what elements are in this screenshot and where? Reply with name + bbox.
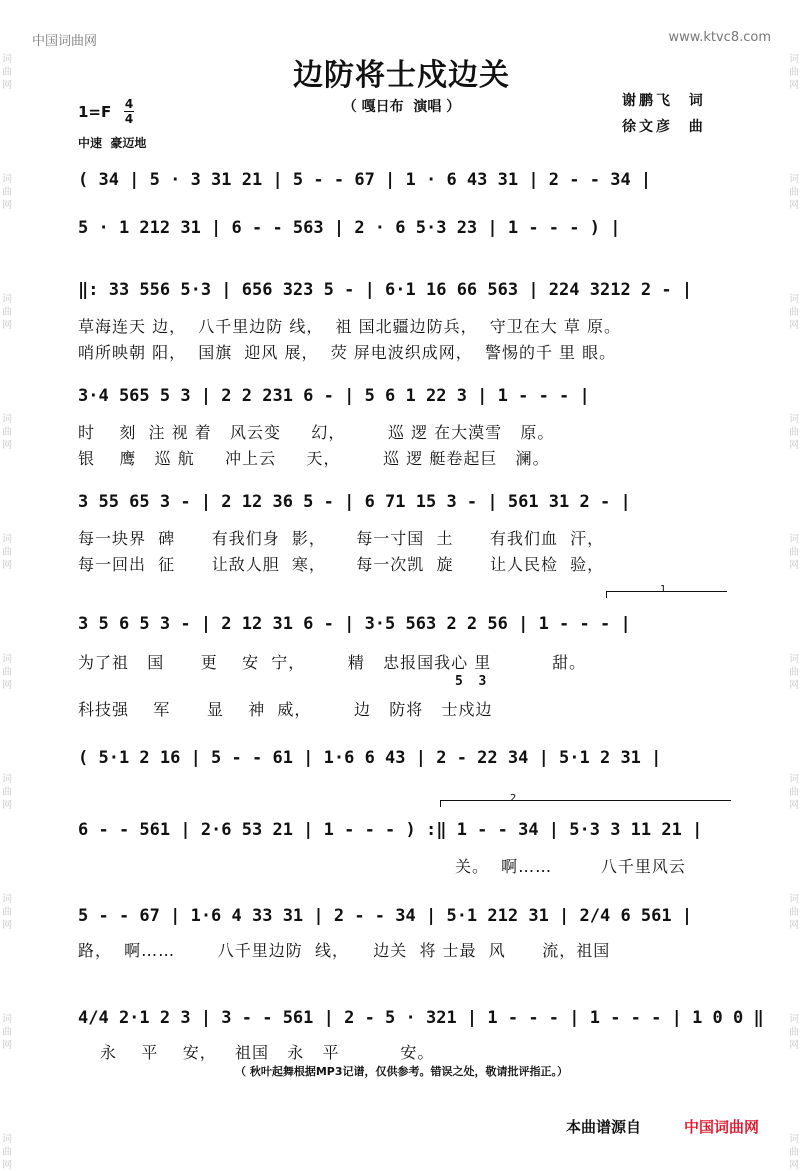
watermark-char: 网: [2, 800, 12, 811]
volta-bracket-2: [440, 800, 731, 807]
watermark-char: 曲: [789, 67, 799, 78]
score-row-6-notes: 3 5 6 5 3 - | 2 12 31 6 - | 3·5 563 2 2 56 | 1 - - - |: [78, 614, 631, 634]
watermark-char: 词: [789, 654, 799, 665]
watermark-char: 词: [2, 174, 12, 185]
score-row-10-lyric: 永 平 安， 祖国 永 平 安。: [100, 1043, 435, 1062]
score-row-5-lyric-2: 每一回出 征 让敌人胆 寒， 每一次凯 旋 让人民检 验，: [78, 555, 605, 574]
watermark-char: 曲: [789, 667, 799, 678]
score-row-4-notes: 3·4 565 5 3 | 2 2 231 6 - | 5 6 1 22 3 | 1 - - - |: [78, 386, 590, 406]
watermark-char: 网: [2, 200, 12, 211]
score-row-7-notes: ( 5·1 2 16 | 5 - - 61 | 1·6 6 43 | 2 - 22 34 | 5·1 2 31 |: [78, 748, 662, 768]
watermark-char: 曲: [789, 547, 799, 558]
watermark-char: 曲: [789, 907, 799, 918]
time-signature-bottom: 4: [124, 112, 134, 126]
score-row-8-notes: 6 - - 561 | 2·6 53 21 | 1 - - - ) :‖ 1 - - 34 | 5·3 3 11 21 |: [78, 820, 703, 840]
watermark-char: 曲: [789, 427, 799, 438]
watermark-char: 曲: [789, 187, 799, 198]
watermark-char: 网: [789, 680, 799, 691]
tempo-marking: 中速 豪迈地: [78, 136, 147, 150]
watermark-char: 网: [2, 440, 12, 451]
watermark-char: 网: [2, 1160, 12, 1171]
volta-number-2: 2: [510, 793, 517, 804]
watermark-char: 词: [2, 654, 12, 665]
watermark-char: 词: [2, 774, 12, 785]
score-row-3-lyric-2: 哨所映朝 阳， 国旗 迎风 展， 荧 屏电波织成网， 警惕的千 里 眼。: [78, 343, 617, 362]
score-row-3-notes: ‖: 33 556 5·3 | 656 323 5 - | 6·1 16 66 563 | 224 3212 2 - |: [78, 280, 693, 300]
watermark-char: 曲: [789, 1027, 799, 1038]
watermark-left: [0, 0, 16, 1171]
score-row-2-notes: 5 · 1 212 31 | 6 - - 563 | 2 · 6 5·3 23 | 1 - - - ) |: [78, 218, 621, 238]
watermark-char: 网: [2, 920, 12, 931]
transcription-footnote: （ 秋叶起舞根据MP3记谱，仅供参考。错误之处，敬请批评指正。）: [235, 1065, 568, 1078]
volta-number-1: 1: [660, 584, 667, 595]
site-url-top-right[interactable]: www.ktvc8.com: [668, 30, 771, 45]
watermark-char: 词: [789, 774, 799, 785]
score-row-10-notes: 4/4 2·1 2 3 | 3 - - 561 | 2 - 5 · 321 | 1 - - - | 1 - - - | 1 0 0 ‖: [78, 1008, 764, 1028]
watermark-char: 词: [789, 534, 799, 545]
watermark-char: 网: [2, 1040, 12, 1051]
score-row-6-lyric-1: 为了祖 国 更 安 宁， 精 忠报国我心 里 甜。: [78, 653, 587, 672]
watermark-char: 网: [789, 1040, 799, 1051]
watermark-char: 网: [789, 200, 799, 211]
watermark-char: 网: [789, 320, 799, 331]
score-row-9-notes: 5 - - 67 | 1·6 4 33 31 | 2 - - 34 | 5·1 212 31 | 2/4 6 561 |: [78, 906, 693, 926]
watermark-char: 曲: [2, 427, 12, 438]
watermark-char: 词: [789, 1014, 799, 1025]
score-row-8-lyric: 关。 啊…… 八千里风云: [455, 857, 686, 876]
key-signature: 1=F: [78, 103, 112, 121]
score-row-4-lyric-1: 时 刻 注 视 着 风云变 幻， 巡 逻 在大漠雪 原。: [78, 423, 555, 442]
watermark-char: 曲: [2, 67, 12, 78]
song-title: 边防将士戍边关: [293, 58, 510, 93]
watermark-char: 曲: [2, 187, 12, 198]
watermark-char: 网: [789, 80, 799, 91]
watermark-char: 词: [2, 534, 12, 545]
watermark-char: 曲: [789, 1147, 799, 1158]
watermark-char: 网: [789, 440, 799, 451]
site-name-top-left[interactable]: 中国词曲网: [32, 34, 98, 49]
watermark-char: 词: [789, 54, 799, 65]
score-row-3-lyric-1: 草海连天 边， 八千里边防 线， 祖 国北疆边防兵， 守卫在大 草 原。: [78, 317, 621, 336]
watermark-char: 网: [789, 1160, 799, 1171]
score-row-1-notes: ( 34 | 5 · 3 31 21 | 5 - - 67 | 1 · 6 43 31 | 2 - - 34 |: [78, 170, 652, 190]
score-row-6-lyric-2: 科技强 军 显 神 威， 边 防将 士戍边: [78, 700, 493, 719]
watermark-char: 曲: [789, 787, 799, 798]
watermark-char: 词: [2, 294, 12, 305]
watermark-char: 网: [2, 80, 12, 91]
watermark-char: 词: [2, 414, 12, 425]
source-brand-link[interactable]: 中国词曲网: [684, 1118, 760, 1136]
watermark-char: 网: [2, 560, 12, 571]
score-row-9-lyric: 路， 啊…… 八千里边防 线， 边关 将 士最 风 流，祖国: [78, 941, 611, 960]
watermark-char: 词: [2, 1134, 12, 1145]
time-signature: [124, 98, 134, 125]
watermark-char: 词: [789, 294, 799, 305]
watermark-char: 曲: [2, 1147, 12, 1158]
watermark-char: 网: [2, 320, 12, 331]
time-signature-top: 4: [124, 97, 134, 111]
watermark-char: 词: [789, 1134, 799, 1145]
score-row-5-lyric-1: 每一块界 碑 有我们身 影， 每一寸国 土 有我们血 汗，: [78, 529, 605, 548]
watermark-char: 曲: [2, 547, 12, 558]
watermark-char: 曲: [789, 307, 799, 318]
watermark-char: 网: [789, 800, 799, 811]
watermark-char: 曲: [2, 907, 12, 918]
watermark-right: [787, 0, 803, 1171]
watermark-char: 曲: [2, 1027, 12, 1038]
watermark-char: 曲: [2, 307, 12, 318]
score-row-4-lyric-2: 银 鹰 巡 航 冲上云 天， 巡 逻 艇卷起巨 澜。: [78, 449, 550, 468]
score-row-6-alt-notes: 5 3: [455, 674, 487, 689]
watermark-char: 曲: [2, 787, 12, 798]
singer-line: （ 嘎日布 演唱 ）: [342, 99, 461, 115]
watermark-char: 曲: [2, 667, 12, 678]
composer-credit: 徐文彦 曲: [622, 119, 706, 135]
watermark-char: 词: [2, 894, 12, 905]
watermark-char: 词: [789, 174, 799, 185]
watermark-char: 网: [2, 680, 12, 691]
watermark-char: 网: [789, 920, 799, 931]
score-row-5-notes: 3 55 65 3 - | 2 12 36 5 - | 6 71 15 3 - | 561 31 2 - |: [78, 492, 631, 512]
watermark-char: 词: [789, 894, 799, 905]
volta-bracket-1: [606, 591, 727, 598]
watermark-char: 网: [789, 560, 799, 571]
watermark-char: 词: [789, 414, 799, 425]
watermark-char: 词: [2, 54, 12, 65]
lyricist-credit: 谢鹏飞 词: [622, 93, 706, 109]
source-label: 本曲谱源自: [566, 1118, 642, 1136]
watermark-char: 词: [2, 1014, 12, 1025]
